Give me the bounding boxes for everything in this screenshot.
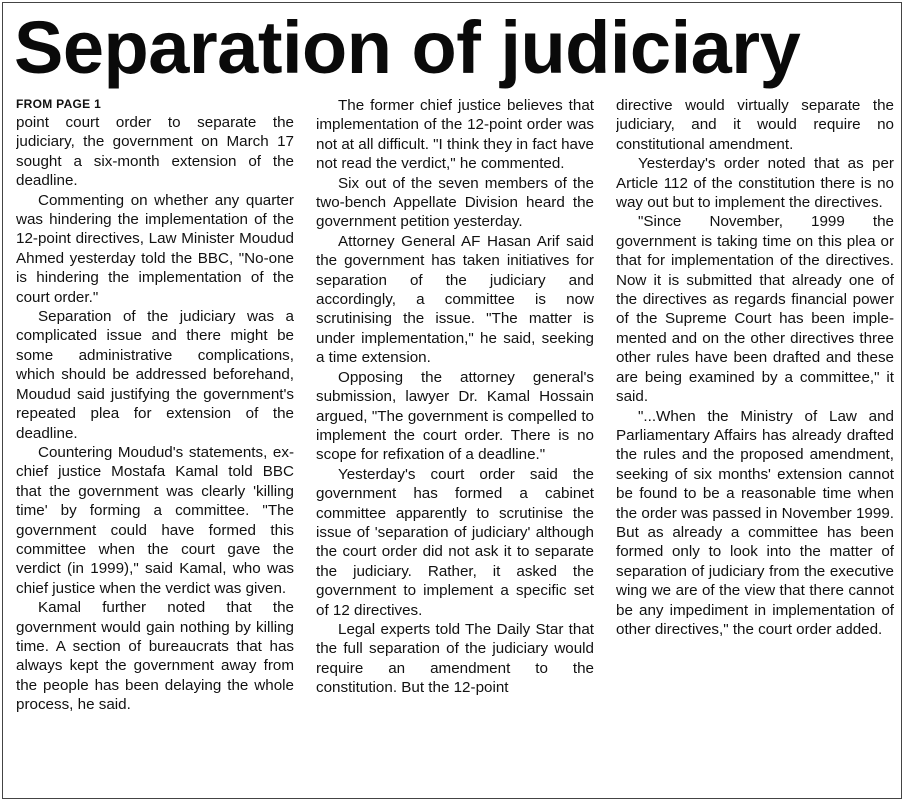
paragraph: Attorney General AF Hasan Arif said the government has taken initiatives for separation of the judiciary and accordingly, a committee is now scrutinising the issue. "The matter is under implementation," he said, seeking a time extension.	[316, 232, 594, 367]
column-2	[316, 96, 594, 796]
paragraph: Separation of the judiciary was a complicated issue and there might be some administrative complications, which should be addressed beforehand, Moudud said justifying the government's repeated plea for extension of the deadline.	[16, 308, 294, 442]
column-3	[616, 96, 894, 796]
paragraph: point court order to separate the judiciary, the government on March 17 sought a six-month extension of the deadline.	[16, 114, 294, 190]
paragraph: Commenting on whether any quarter was hindering the implementation of the 12-point directives, Law Minister Moudud Ahmed yesterday told the BBC, "No-one is hindering the implementation of the court order."	[16, 191, 294, 306]
column-1	[16, 96, 294, 796]
paragraph: Opposing the attorney general's submission, lawyer Dr. Kamal Hossain argued, "The government is compelled to implement the court order. There is no scope for refixation of a deadline."	[316, 368, 594, 464]
paragraph: Countering Moudud's statements, ex-chief justice Mostafa Kamal told BBC that the government was clearly 'killing time' by forming a committee. "The government could have formed this committee when the court gave the verdict (in 1999)," said Kamal, who was chief justice when the verdict was given.	[16, 443, 294, 597]
paragraph: The former chief justice believes that implementation of the 12-point order was not at all difficult. "I think they in fact have not read the verdict," he commented.	[316, 97, 594, 173]
kicker-label: FROM PAGE 1	[16, 97, 102, 111]
article-body	[16, 96, 894, 796]
paragraph: Kamal further noted that the government would gain nothing by killing time. A section of bureaucrats that has always kept the government away from the people has been delaying the whole process, he said.	[16, 599, 294, 714]
paragraph: Yesterday's court order said the government has formed a cabinet committee apparently to scrutinise the issue of 'separation of judiciary' although the court order did not ask it to separate the judiciary. Rather, it asked the government to implement a specific set of 12 directives.	[316, 465, 594, 619]
headline: Separation of judiciary	[14, 6, 801, 89]
paragraph: Six out of the seven members of the two-bench Appellate Division heard the government petition yesterday.	[316, 174, 594, 231]
paragraph: directive would virtually separate the judiciary, and it would require no constitutional amendment.	[616, 97, 894, 153]
paragraph: "Since November, 1999 the government is taking time on this plea or that for implementation of the directives. Now it is submitted that already one of the directives as regards financial power of the Supreme Court has been implemented and on the other directives three other rules have been drafted and these are being examined by a committee," it said.	[616, 213, 894, 406]
paragraph: Yesterday's order noted that as per Article 112 of the constitution there is no way out but to implement the directives.	[616, 155, 894, 212]
paragraph: "...When the Ministry of Law and Parliamentary Affairs has already drafted the rules and the proposed amendment, seeking of six months' extension cannot be found to be a reasonable time when the order was passed in November 1999. But as already a committee has been formed only to look into the matter of separation of judiciary from the executive wing we are of the view that there cannot be any impediment in implementation of other directives," the court order added.	[616, 407, 894, 638]
paragraph: Legal experts told The Daily Star that the full separation of the judiciary would require an amendment to the constitution. But the 12-point	[316, 620, 594, 697]
